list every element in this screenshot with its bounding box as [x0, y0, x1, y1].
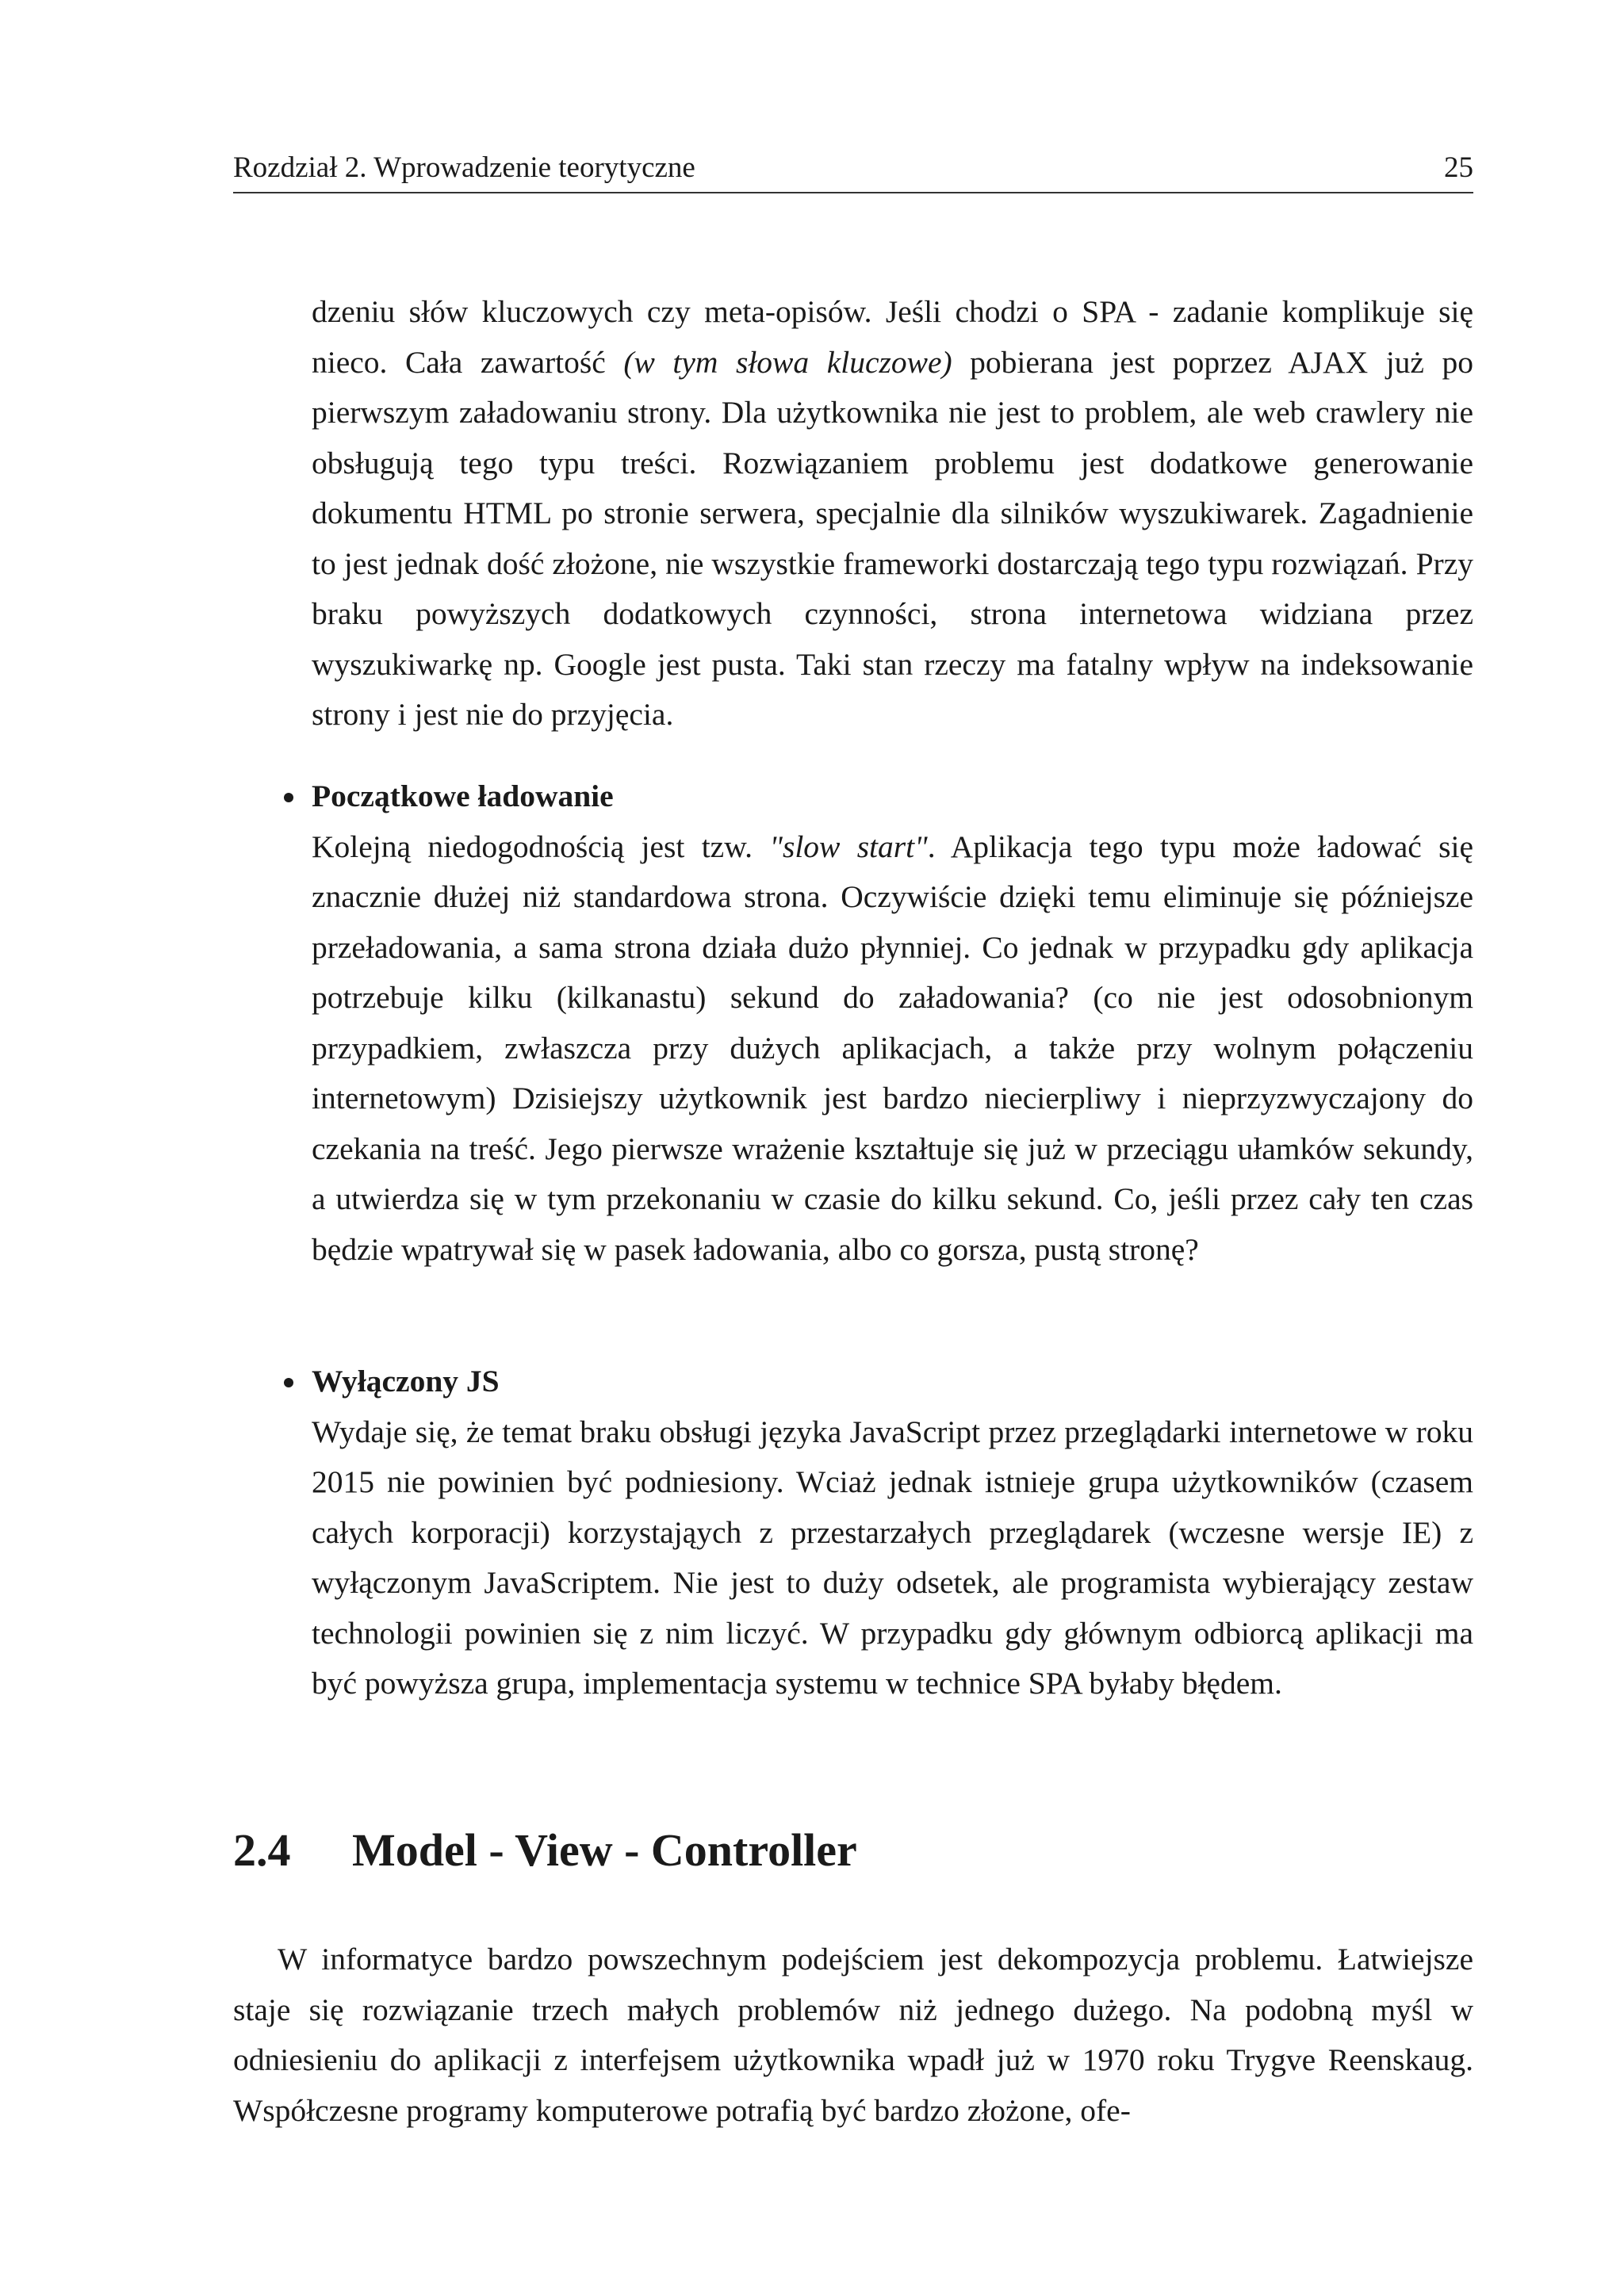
page-number: 25	[1444, 151, 1473, 184]
italic-text: "slow start"	[769, 828, 928, 864]
bullet-icon	[284, 793, 293, 802]
section-number: 2.4	[233, 1824, 291, 1876]
list-item-body: Wydaje się, że temat braku obsługi języka JavaScript przez przeglądarki internetowe w roku 2015 nie powinien być podniesiony. Wciaż jednak istnieje grupa użytkowników (czasem całych korporacji) korzystająych z przestarzałych przeglądarek (wczesne wersje IE) z wyłączonym JavaScriptem. Nie jest to duży odsetek, ale programista wybierający zestaw technologii powinien się z nim liczyć. W przypadku gdy głównym odbiorcą aplikacji ma być powyższa grupa, implementacja systemu w technice SPA byłaby błędem.	[312, 1414, 1473, 1701]
continuation-paragraph	[312, 287, 1473, 740]
section-title: Model - View - Controller	[352, 1824, 857, 1876]
section-heading	[233, 1823, 857, 1877]
text-run: dzeniu słów kluczowych czy meta-opisów. Jeśli chodzi o SPA - zadanie komplikuje się nieco. Cała zawartość	[312, 294, 1473, 380]
italic-text: (w tym słowa kluczowe)	[623, 344, 952, 380]
section-paragraph: W informatyce bardzo powszechnym podejściem jest dekompozycja problemu. Łatwiejsze staje się rozwiązanie trzech małych problemów niż jednego dużego. Na podobną myśl w odniesieniu do aplikacji z interfejsem użytkownika wpadł już w 1970 roku Trygve Reenskaug. Współczesne programy komputerowe potrafią być bardzo złożone, ofe-	[233, 1942, 1473, 2128]
running-header	[233, 151, 1473, 193]
text-run: pobierana jest poprzez AJAX już po pierwszym załadowaniu strony. Dla użytkownika nie jest to problem, ale web crawlery nie obsługują tego typu treści. Rozwiązaniem problemu jest dodatkowe generowanie dokumentu HTML po stronie serwera, specjalnie dla silników wyszukiwarek. Zagadnienie to jest jednak dość złożone, nie wszystkie frameworki dostarczają tego typu rozwiązań. Przy braku powyższych dodatkowych czynności, strona internetowa widziana przez wyszukiwarkę np. Google jest pusta. Taki stan rzeczy ma fatalny wpływ na indeksowanie strony i jest nie do przyjęcia.	[312, 344, 1474, 732]
chapter-title: Rozdział 2. Wprowadzenie teorytyczne	[233, 151, 695, 184]
text-run: Kolejną niedogodnością jest tzw.	[312, 828, 770, 864]
bullet-icon	[284, 1378, 293, 1387]
list-item-disabled-js	[312, 1357, 1473, 1709]
list-item-initial-loading	[312, 771, 1473, 1275]
list-item-body	[312, 822, 1473, 1276]
list-item-title: Wyłączony JS	[312, 1364, 500, 1399]
text-run: . Aplikacja tego typu może ładować się znacznie dłużej niż standardowa strona. Oczywiście dzięki temu eliminuje się późniejsze przeładowania, a sama strona działa dużo płynniej. Co jednak w przypadku gdy aplikacja potrzebuje kilku (kilkanastu) sekund do załadowania? (co nie jest odosobnionym przypadkiem, zwłaszcza przy dużych aplikacjach, a także przy wolnym połączeniu internetowym) Dzisiejszy użytkownik jest bardzo niecierpliwy i nieprzyzwyczajony do czekania na treść. Jego pierwsze wrażenie kształtuje się już w przeciągu ułamków sekundy, a utwierdza się w tym przekonaniu w czasie do kilku sekund. Co, jeśli przez cały ten czas będzie wpatrywał się w pasek ładowania, albo co gorsza, pustą stronę?	[312, 828, 1474, 1267]
list-item-title: Początkowe ładowanie	[312, 779, 614, 813]
